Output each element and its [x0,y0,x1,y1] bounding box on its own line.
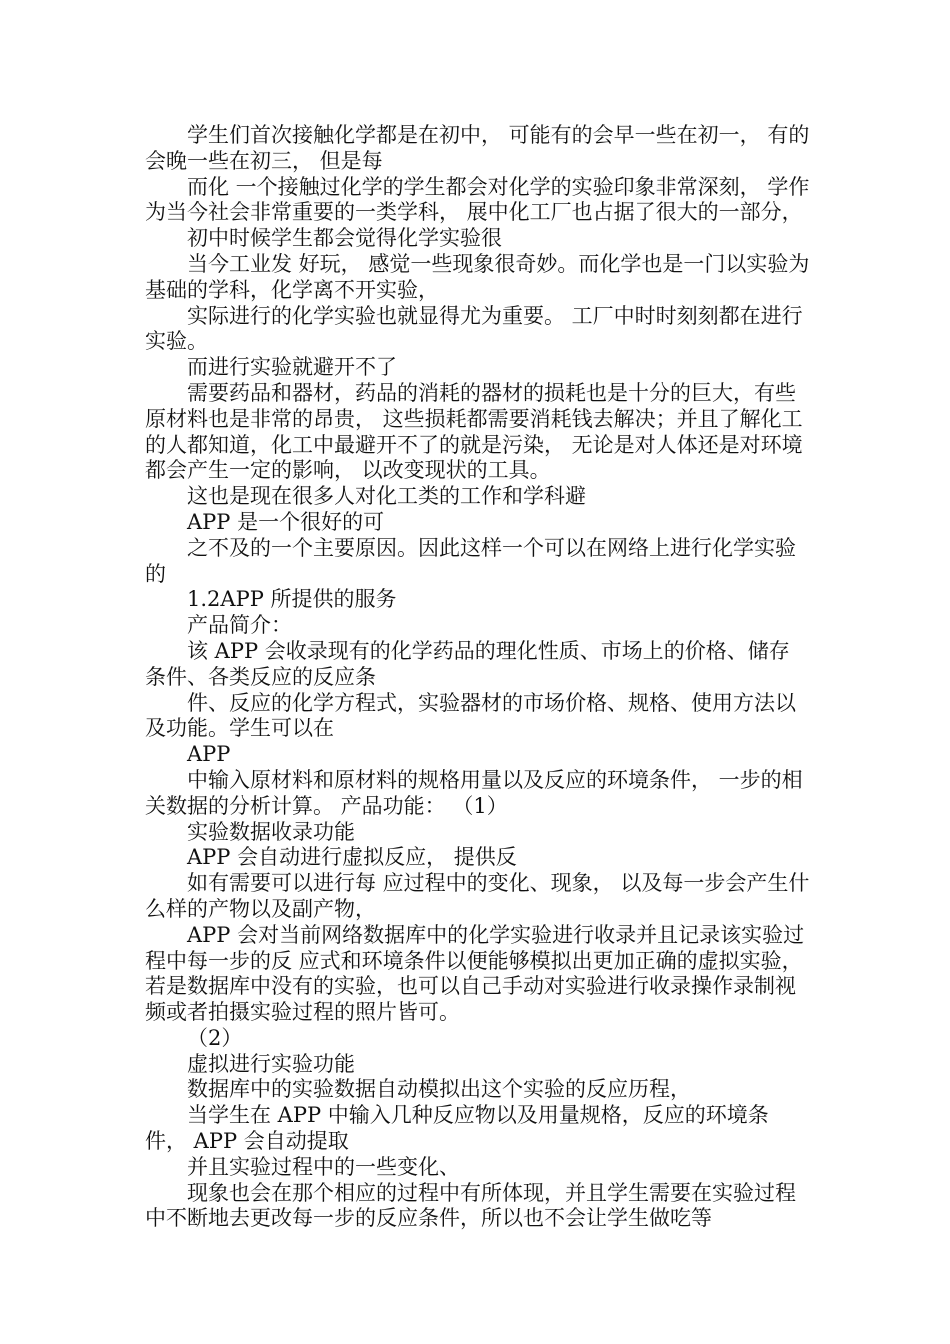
paragraph: APP 会自动进行虚拟反应， 提供反 [187,845,517,870]
paragraph: 实际进行的化学实验也就显得尤为重要。 工厂中时时刻刻都在进行实验。 [145,303,803,354]
paragraph: 产品简介： [187,613,292,638]
paragraph: 现象也会在那个相应的过程中有所体现，并且学生需要在实验过程中不断地去更改每一步的反应条件，所以也不会让学生做吃等 [145,1180,796,1231]
paragraph: 数据库中的实验数据自动模拟出这个实验的反应历程， [187,1077,691,1102]
document-body [145,123,810,1232]
paragraph: 件、反应的化学方程式，实验器材的市场价格、规格、使用方法以及功能。学生可以在 [145,690,796,741]
paragraph: 虚拟进行实验功能 [187,1051,355,1076]
paragraph: 之不及的一个主要原因。因此这样一个可以在网络上进行化学实验的 [145,535,796,586]
paragraph: 如有需要可以进行每 应过程中的变化、现象， 以及每一步会产生什么样的产物以及副产物， [145,871,810,921]
paragraph: 而进行实验就避开不了 [187,355,397,380]
paragraph: （2） [187,1025,243,1050]
paragraph: 初中时候学生都会觉得化学实验很 [187,226,502,251]
paragraph: APP 会对当前网络数据库中的化学实验进行收录并且记录该实验过程中每一步的反 应式和环境条件以便能够模拟出更加正确的虚拟实验，若是数据库中没有的实验，也可以自己手动对实验进行收录操作录制视频或者拍摄实验过程的照片皆可。 [145,922,805,1025]
section-heading: 1.2APP 所提供的服务 [187,587,397,612]
paragraph: 并且实验过程中的一些变化、 [187,1154,460,1179]
paragraph: APP 是一个很好的可 [187,509,385,534]
paragraph: APP [187,742,231,767]
paragraph: 当学生在 APP 中输入几种反应物以及用量规格，反应的环境条件， APP 会自动提取 [145,1103,769,1154]
paragraph: 学生们首次接触化学都是在初中， 可能有的会早一些在初一， 有的会晚一些在初三， 但是每 [145,123,810,173]
paragraph: 该 APP 会收录现有的化学药品的理化性质、市场上的价格、储存条件、各类反应的反应条 [145,638,790,689]
paragraph: 当今工业发 好玩， 感觉一些现象很奇妙。而化学也是一门以实验为基础的学科，化学离不开实验， [145,251,810,302]
paragraph: 这也是现在很多人对化工类的工作和学科避 [187,484,586,509]
paragraph: 而化 一个接触过化学的学生都会对化学的实验印象非常深刻， 学作为当今社会非常重要的一类学科， 展中化工厂也占据了很大的一部分， [145,174,810,225]
paragraph: 实验数据收录功能 [187,819,355,844]
paragraph: 中输入原材料和原材料的规格用量以及反应的环境条件， 一步的相关数据的分析计算。 产品功能： （1） [145,767,803,818]
paragraph: 需要药品和器材，药品的消耗的器材的损耗也是十分的巨大，有些原材料也是非常的昂贵， 这些损耗都需要消耗钱去解决；并且了解化工的人都知道，化工中最避开不了的就是污染， 无论是对人体还是对环境都会产生一定的影响， 以改变现状的工具。 [145,380,803,483]
